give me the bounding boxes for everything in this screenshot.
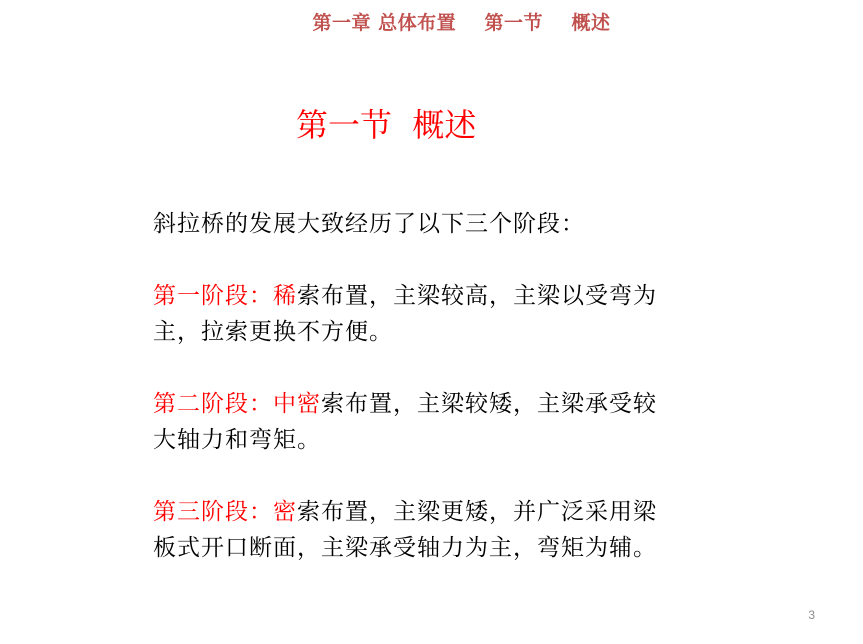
spacer — [153, 350, 728, 386]
stage-line-continuation: 大轴力和弯矩。 — [153, 427, 321, 453]
stage-keyword: 稀 — [273, 283, 297, 309]
intro-text: 斜拉桥的发展大致经历了以下三个阶段： — [153, 211, 585, 237]
stage-text: 索布置，主梁较高，主梁以受弯为 — [297, 283, 657, 309]
stage-label: 第一阶段： — [153, 283, 273, 309]
stage-text: 索布置，主梁更矮，并广泛采用梁 — [297, 499, 657, 525]
stage-line — [153, 278, 728, 314]
spacer — [153, 242, 728, 278]
stage-item-3 — [153, 494, 728, 566]
section-title: 第一节 概述 — [296, 106, 477, 144]
stage-line-continuation: 板式开口断面，主梁承受轴力为主，弯矩为辅。 — [153, 535, 657, 561]
stage-item-1 — [153, 278, 728, 350]
page-number: 3 — [808, 608, 815, 622]
stage-line — [153, 494, 728, 530]
stage-keyword: 密 — [273, 499, 297, 525]
spacer — [153, 458, 728, 494]
slide-content — [153, 206, 728, 566]
stage-keyword: 中密 — [273, 391, 321, 417]
stage-line-continuation: 主，拉索更换不方便。 — [153, 319, 393, 345]
stage-label: 第二阶段： — [153, 391, 273, 417]
stage-text: 索布置，主梁较矮，主梁承受较 — [321, 391, 657, 417]
stage-label: 第三阶段： — [153, 499, 273, 525]
slide-header: 第一章 总体布置 第一节 概述 — [312, 12, 611, 34]
stage-item-2 — [153, 386, 728, 458]
stage-line — [153, 386, 728, 422]
